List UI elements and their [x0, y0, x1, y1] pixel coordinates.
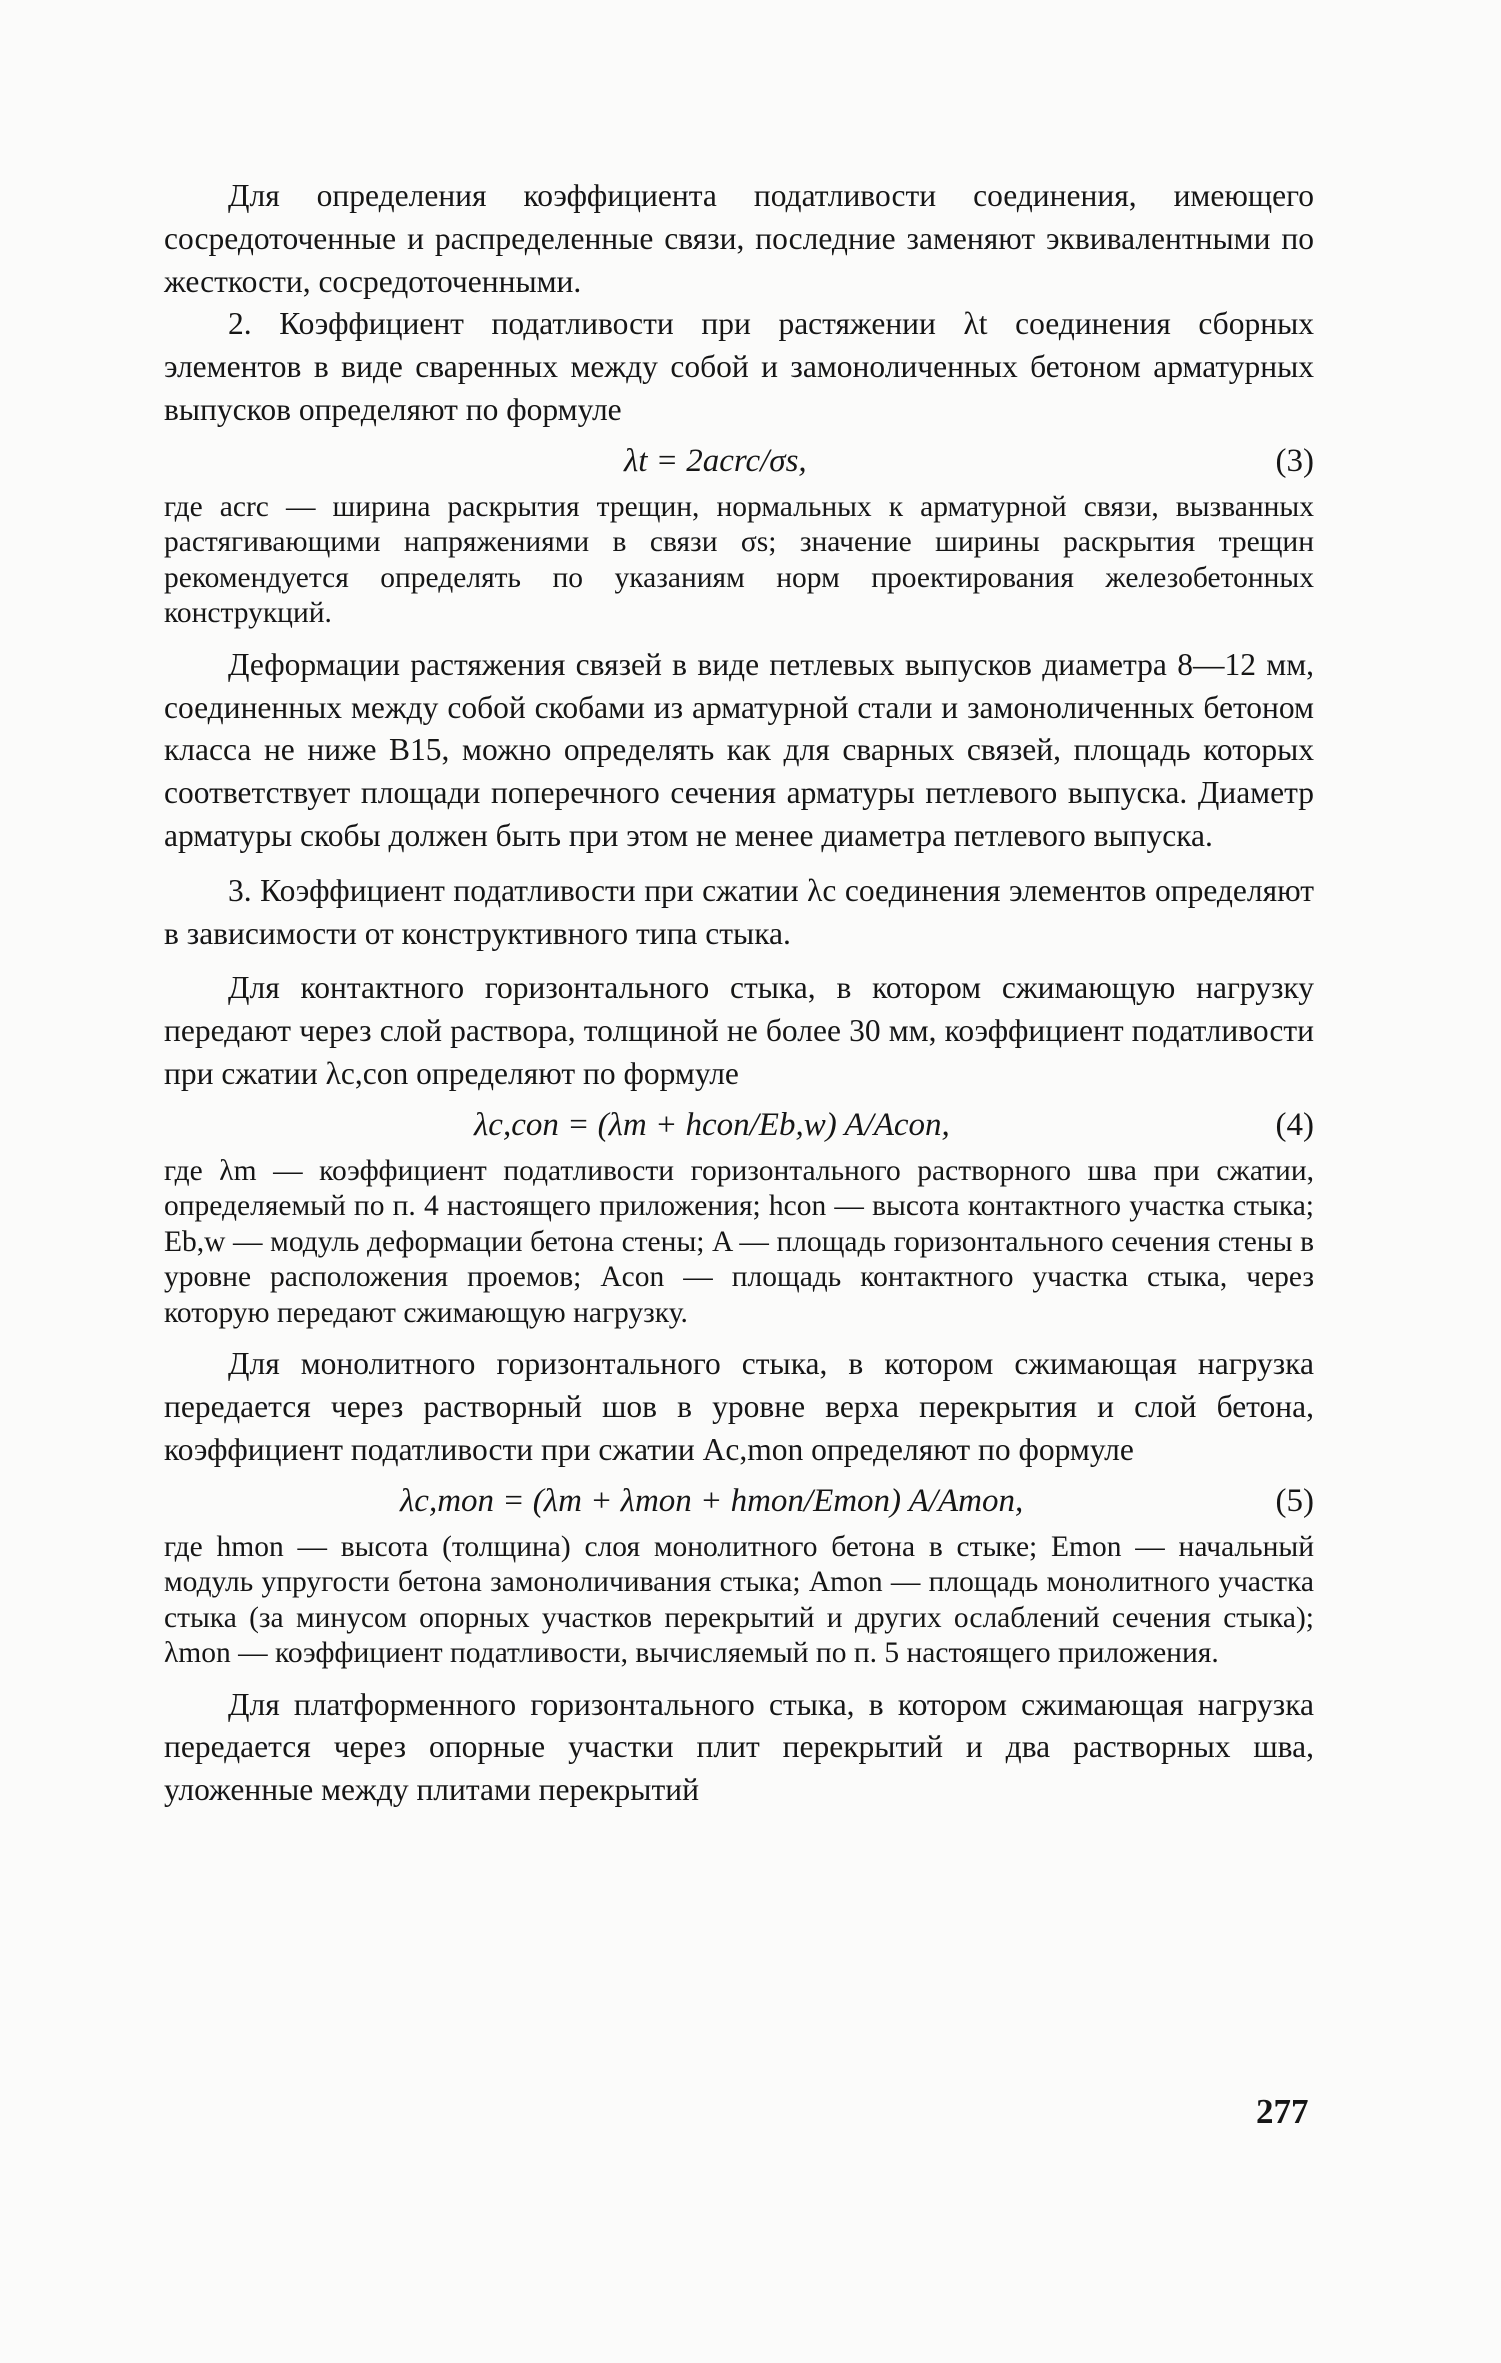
formula-5: [164, 1472, 1314, 1530]
paragraph-loop-outlets: Деформации растяжения связей в виде петлевых выпусков диаметра 8—12 мм, соединенных между собой скобами из арматурной стали и замоноличенных бетоном класса не ниже В15, можно определять как для сварных связей, площадь которых соответствует площади поперечного сечения арматуры петлевого выпуска. Диаметр арматуры скобы должен быть при этом не менее диаметра петлевого выпуска.: [164, 646, 1314, 853]
paragraph-compliance-definition: Для определения коэффициента податливости соединения, имеющего сосредоточенные и распределенные связи, последние заменяют эквивалентными по жесткости, сосредоточенными.: [164, 178, 1314, 299]
paragraph-monolithic-joint: Для монолитного горизонтального стыка, в котором сжимающая нагрузка передается через растворный шов в уровне верха перекрытия и слой бетона, коэффициент податливости при сжатии Ac,mon определяют по формуле: [164, 1346, 1314, 1467]
paragraph-contact-joint: Для контактного горизонтального стыка, в котором сжимающую нагрузку передают через слой раствора, толщиной не более 30 мм, коэффициент податливости при сжатии λc,con определяют по формуле: [164, 970, 1314, 1091]
paragraph-hmon-definition: где hmon — высота (толщина) слоя монолитного бетона в стыке; Emon — начальный модуль упругости бетона замоноличивания стыка; Amon — площадь монолитного участка стыка (за минусом опорных участков перекрытий и других ослаблений сечения стыка); λmon — коэффициент податливости, вычисляемый по п. 5 настоящего приложения.: [164, 1530, 1314, 1670]
formula-4-number: (4): [1275, 1106, 1314, 1143]
formula-4-expression: λc,con = (λm + hcon/Eb,w) A/Acon,: [474, 1106, 950, 1143]
paragraph-lambda-m-definition: где λm — коэффициент податливости горизонтального растворного шва при сжатии, определяемый по п. 4 настоящего приложения; hcon — высота контактного участка стыка; Eb,w — модуль деформации бетона стены; A — площадь горизонтального сечения стены в уровне расположения проемов; Acon — площадь контактного участка стыка, через которую передают сжимающую нагрузку.: [164, 1154, 1314, 1329]
paragraph-item-3-compression: 3. Коэффициент податливости при сжатии λc соединения элементов определяют в зависимости от конструктивного типа стыка.: [164, 872, 1314, 951]
paragraph-item-2-tension: 2. Коэффициент податливости при растяжении λt соединения сборных элементов в виде сваренных между собой и замоноличенных бетоном арматурных выпусков определяют по формуле: [164, 306, 1314, 427]
page-body: [164, 175, 1314, 1812]
formula-3: [164, 432, 1314, 490]
formula-3-number: (3): [1275, 442, 1314, 479]
paragraph-platform-joint: Для платформенного горизонтального стыка, в котором сжимающая нагрузка передается через опорные участки плит перекрытий и два растворных шва, уложенные между плитами перекрытий: [164, 1686, 1314, 1808]
paragraph-acrc-definition: где acrc — ширина раскрытия трещин, нормальных к арматурной связи, вызванных растягивающими напряжениями в связи σs; значение ширины раскрытия трещин рекомендуется определять по указаниям норм проектирования железобетонных конструкций.: [164, 490, 1314, 630]
formula-4: [164, 1096, 1314, 1154]
formula-3-expression: λt = 2acrc/σs,: [624, 442, 807, 479]
formula-5-number: (5): [1275, 1482, 1314, 1519]
page-number: 277: [1256, 2092, 1309, 2131]
formula-5-expression: λc,mon = (λm + λmon + hmon/Emon) A/Amon,: [400, 1482, 1024, 1519]
